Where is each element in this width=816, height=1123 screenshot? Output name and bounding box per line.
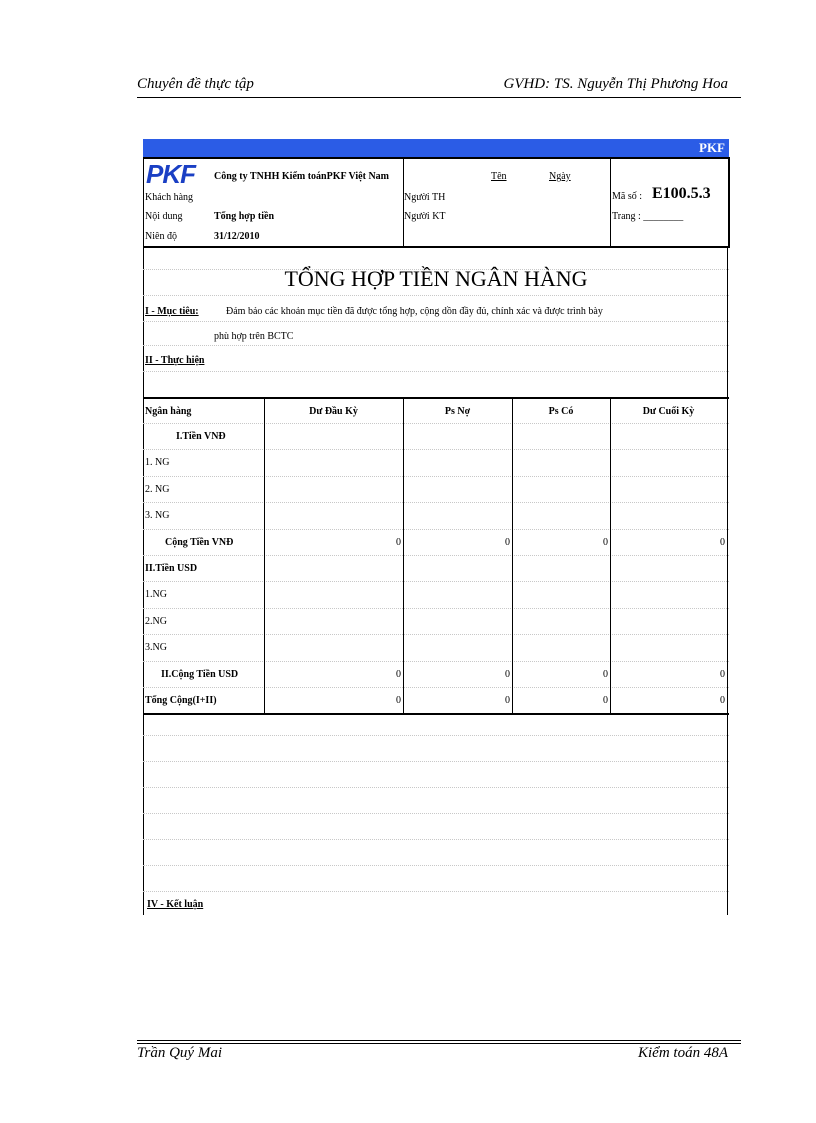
divider [610,157,611,246]
period-value: 31/12/2010 [214,231,260,242]
table-row-label: Cộng Tiền VNĐ [165,536,234,548]
content-value: Tổng hợp tiền [214,211,274,222]
code-label: Mã số : [612,191,642,202]
table-row-label: Tổng Cộng(I+II) [145,695,217,706]
table-value-cell: 0 [720,536,725,548]
table-header-cell: Dư Cuối Kỳ [642,406,695,417]
table-row-label: II.Cộng Tiền USD [161,668,239,680]
objective-text-line1: Đảm bảo các khoản mục tiền đã được tổng hợp, cộng dồn đầy đủ, chính xác và được trình bày [226,306,603,317]
preparer-label: Người TH [404,192,446,203]
footer-rule [137,1043,741,1044]
table-top-rule [143,397,729,399]
footer-left-text: Trần Quý Mai [137,1045,223,1061]
col-name-header: Tên [491,171,507,182]
table-value-cell: 0 [505,695,510,706]
table-row-label: 1. NG [145,457,170,469]
table-value-cell: 0 [603,668,608,680]
execution-label: II - Thực hiện [145,355,205,366]
code-value: E100.5.3 [652,185,711,202]
header-rule [137,97,741,98]
table-row-label: 1.NG [145,589,167,601]
table-value-cell: 0 [603,536,608,548]
table-column-divider [403,397,404,713]
table-row-label: 2.NG [145,615,167,627]
table-row-label: 3.NG [145,642,167,654]
table-column-divider [264,397,265,713]
page-label: Trang : ________ [612,211,684,222]
objective-text-line2: phù hợp trên BCTC [214,331,294,342]
table-header-cell: Ngân hàng [145,406,192,417]
table-column-divider [610,397,611,713]
table-row-label: I.Tiền VNĐ [176,431,226,442]
table-header-cell: Ps Có [548,406,574,417]
footer-rule [137,1040,741,1041]
table-row-label: 2. NG [145,483,170,495]
objective-label: I - Mục tiêu: [145,306,199,317]
table-row-label: II.Tiền USD [145,563,198,574]
table-column-divider [512,397,513,713]
table-value-cell: 0 [720,695,725,706]
table-header-cell: Ps Nợ [444,406,471,417]
table-value-cell: 0 [720,668,725,680]
period-label: Niên độ [145,231,177,242]
company-name: Công ty TNHH Kiểm toánPKF Việt Nam [214,171,389,182]
table-value-cell: 0 [505,536,510,548]
col-date-header: Ngày [549,171,571,182]
footer-right-text: Kiểm toán 48A [638,1045,728,1061]
reviewer-label: Người KT [404,211,446,222]
conclusion-label: IV - Kết luận [147,899,204,910]
brand-bar [143,139,729,157]
header-right-text: GVHD: TS. Nguyễn Thị Phương Hoa [503,76,728,92]
audit-form-sheet [143,139,729,915]
header-left-text: Chuyên đề thực tập [137,76,254,92]
table-value-cell: 0 [505,668,510,680]
table-value-cell: 0 [396,695,401,706]
table-header-cell: Dư Đầu Kỳ [309,406,358,417]
table-value-cell: 0 [396,536,401,548]
table-row-label: 3. NG [145,510,170,522]
content-label: Nội dung [145,211,183,222]
client-label: Khách hàng [145,192,194,203]
table-value-cell: 0 [396,668,401,680]
pkf-logo-icon: PKF [146,159,195,189]
page-title: TỔNG HỢP TIỀN NGÂN HÀNG [284,266,588,291]
brand-bar-text: PKF [699,140,725,155]
table-value-cell: 0 [603,695,608,706]
table-bottom-rule [143,713,729,715]
